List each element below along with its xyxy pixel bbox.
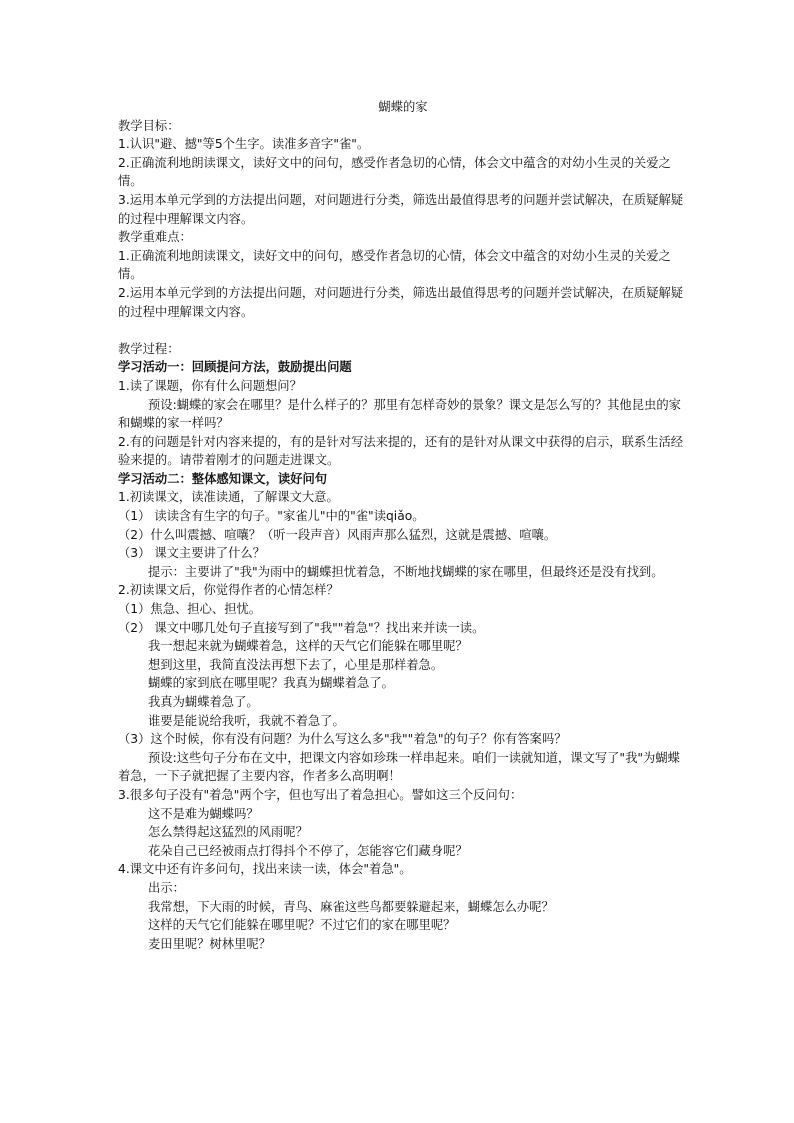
activity-2-step-2: 2.初读课文后，你觉得作者的心情怎样？ [118,583,339,598]
document-title: 蝴蝶的家 [378,100,428,114]
document-page [118,98,688,953]
section-heading-objectives: 教学目标： [118,118,180,133]
activity-2-step-1-item-2: （2）什么叫震撼、喧嚷？（听一段声音）风雨声那么猛烈，这就是震撼、喧嚷。 [118,527,557,542]
activity-2-hint: 提示：主要讲了"我"为雨中的蝴蝶担忧着急，不断地找蝴蝶的家在哪里，但最终还是没有找到。 [148,564,664,579]
rhetorical-question-2: 怎么禁得起这猛烈的风雨呢？ [148,825,308,840]
display-label: 出示： [148,880,185,895]
activity-2-title: 整体感知课文，读好问句 [191,471,328,486]
activity-1-step-1: 1.读了课题，你有什么问题想问？ [118,378,302,393]
quote-sentence-2: 想到这里，我简直没法再想下去了，心里是那样着急。 [148,657,444,672]
activity-2-step-2-item-2: （2） 课文中哪几处句子直接写到了"我""着急"？找出来并读一读。 [118,620,485,635]
activity-2-step-1: 1.初读课文，读准读通，了解课文大意。 [118,490,339,505]
activity-2-step-4: 4.课文中还有许多问句，找出来读一读，体会"着急"。 [118,862,412,877]
activity-2-step-3: 3.很多句子没有"着急"两个字，但也写出了着急担心。譬如这三个反问句： [118,787,523,802]
section-heading-process: 教学过程： [118,341,180,356]
activity-1-step-2: 2.有的问题是针对内容来提的，有的是针对写法来提的，还有的是针对从课文中获得的启示，联系生活经验来提的。请带着刚才的问题走进课文。 [118,434,684,468]
section-heading-keypoints: 教学重难点： [118,230,192,245]
blank-line [118,321,688,340]
display-question-2: 这样的天气它们能躲在哪里呢？不过它们的家在哪里呢？ [148,918,456,933]
activity-2-label: 学习活动二： [118,471,192,486]
activity-2-step-2-item-3: （3）这个时候，你有没有问题？为什么写这么多"我""着急"的句子？你有答案吗？ [118,732,567,747]
quote-sentence-1: 我一想起来就为蝴蝶着急，这样的天气它们能躲在哪里呢？ [148,639,468,654]
objective-2: 2.正确流利地朗读课文，读好文中的问句，感受作者急切的心情，体会文中蕴含的对幼小生灵的关爱之情。 [118,155,671,189]
keypoint-1: 1.正确流利地朗读课文，读好文中的问句，感受作者急切的心情，体会文中蕴含的对幼小生灵的关爱之情。 [118,248,671,282]
activity-2-preset: 预设:这些句子分布在文中，把课文内容如珍珠一样串起来。咱们一读就知道，课文写了"我"为蝴蝶着急，一下子就把握了主要内容，作者多么高明啊！ [118,750,680,784]
activity-2-step-1-item-1: （1） 读读含有生字的句子。"家雀儿"中的"雀"读qiǎo。 [118,509,425,524]
rhetorical-question-3: 花朵自己已经被雨点打得抖个不停了，怎能容它们藏身呢？ [148,843,468,858]
quote-sentence-3: 蝴蝶的家到底在哪里呢？我真为蝴蝶着急了。 [148,676,394,691]
activity-1-heading [118,358,688,377]
activity-2-heading [118,470,688,489]
activity-1-label: 学习活动一： [118,360,192,375]
activity-2-step-2-item-1: （1）焦急、担心、担忧。 [118,602,262,617]
objective-3: 3.运用本单元学到的方法提出问题，对问题进行分类，筛选出最值得思考的问题并尝试解决，在质疑解疑的过程中理解课文内容。 [118,192,684,226]
display-question-3: 麦田里呢？树林里呢？ [148,936,271,951]
quote-sentence-5: 谁要是能说给我听，我就不着急了。 [148,713,345,728]
quote-sentence-4: 我真为蝴蝶着急了。 [148,695,259,709]
keypoint-2: 2.运用本单元学到的方法提出问题，对问题进行分类，筛选出最值得思考的问题并尝试解决，在质疑解疑的过程中理解课文内容。 [118,285,684,319]
display-question-1: 我常想，下大雨的时候，青鸟、麻雀这些鸟都要躲避起来，蝴蝶怎么办呢？ [148,899,554,914]
activity-2-step-1-item-3: （3） 课文主要讲了什么？ [118,546,265,561]
activity-1-preset: 预设:蝴蝶的家会在哪里？是什么样子的？那里有怎样奇妙的景象？课文是怎么写的？其他昆虫的家和蝴蝶的家一样吗？ [118,397,681,431]
activity-1-title: 回顾提问方法，鼓励提出问题 [191,360,352,375]
rhetorical-question-1: 这不是难为蝴蝶吗？ [148,806,259,821]
objective-1: 1.认识"避、撼"等5个生字。读准多音字"雀"。 [118,137,370,152]
